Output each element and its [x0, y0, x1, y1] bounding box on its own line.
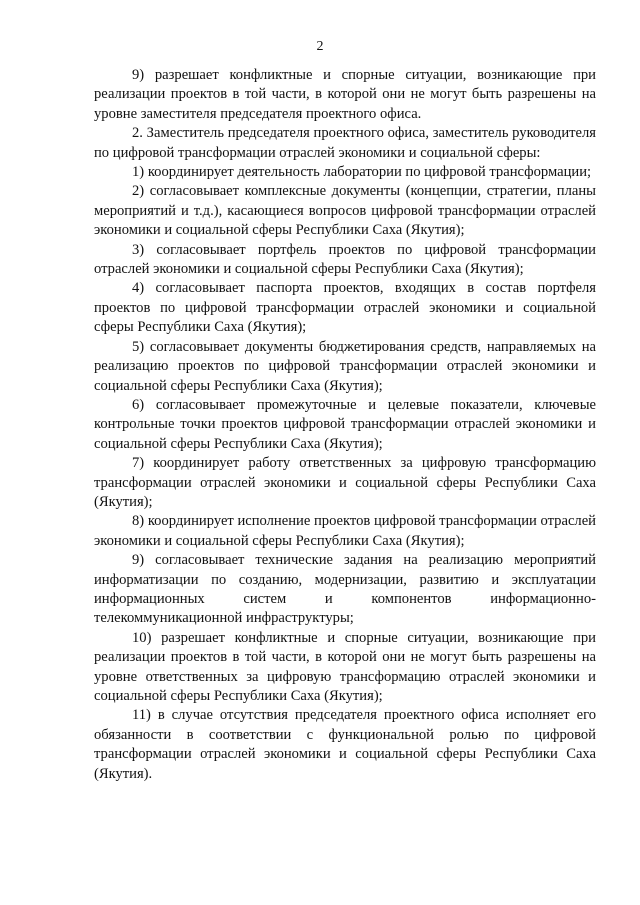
- paragraph-text: разрешает конфликтные и спорные ситуации, возникающие при реализации проектов в той части, в которой они не могут быть разрешены на уровне ответственных за цифровую трансформацию отраслей экономики и социальной сферы Республики Саха (Якутия);: [94, 629, 596, 704]
- paragraph-item-11: [94, 706, 596, 784]
- paragraph-text: согласовывает технические задания на реализацию мероприятий информатизации по созданию, модернизации, развитию и эксплуатации информационных систем и компонентов информационно-телекоммуникационной инфраструктуры;: [94, 552, 596, 627]
- paragraph-item-4: [94, 279, 596, 337]
- paragraph-text: согласовывает документы бюджетирования средств, направляемых на реализацию проектов по цифровой трансформации отраслей экономики и социальной сферы Республики Саха (Якутия);: [94, 338, 596, 394]
- paragraph-item-10: [94, 629, 596, 707]
- paragraph-section-2: [94, 124, 596, 163]
- paragraph-item-9-prev: [94, 66, 596, 124]
- paragraph-number: 5): [132, 338, 145, 355]
- paragraph-number: 9): [132, 67, 145, 83]
- paragraph-number: 4): [132, 280, 145, 297]
- paragraph-number: 9): [132, 552, 145, 569]
- paragraph-number: 1): [132, 164, 145, 181]
- paragraph-number: 10): [132, 629, 152, 646]
- paragraph-item-9: [94, 551, 596, 629]
- paragraph-number: 6): [132, 396, 145, 413]
- paragraph-text: согласовывает комплексные документы (концепции, стратегии, планы мероприятий и т.д.), касающиеся вопросов цифровой трансформации отраслей экономики и социальной сферы Республики Саха (Якутия);: [94, 183, 596, 239]
- page-number: 2: [316, 39, 324, 54]
- paragraph-number: 2): [132, 183, 145, 200]
- paragraph-item-2: [94, 182, 596, 240]
- paragraph-number: 2.: [132, 125, 143, 142]
- paragraph-text: в случае отсутствия председателя проектного офиса исполняет его обязанности в соответствии с функциональной ролью по цифровой трансформации отраслей экономики и социальной сферы Республики Саха (Якутия).: [94, 707, 596, 782]
- paragraph-text: согласовывает портфель проектов по цифровой трансформации отраслей экономики и социальной сферы Республики Саха (Якутия);: [94, 241, 596, 278]
- paragraph-item-7: [94, 454, 596, 512]
- paragraph-text: разрешает конфликтные и спорные ситуации, возникающие при реализации проектов в той части, в которой они не могут быть разрешены на уровне заместителя председателя проектного офиса.: [94, 67, 596, 122]
- paragraph-text: согласовывает промежуточные и целевые показатели, ключевые контрольные точки проектов цифровой трансформации отраслей экономики и социальной сферы Республики Саха (Якутия);: [94, 396, 596, 452]
- paragraph-item-8: [94, 512, 596, 551]
- paragraph-text: Заместитель председателя проектного офиса, заместитель руководителя по цифровой трансформации отраслей экономики и социальной сферы:: [94, 125, 596, 161]
- paragraph-text: координирует работу ответственных за цифровую трансформацию трансформации отраслей экономики и социальной сферы Республики Саха (Якутия);: [94, 455, 596, 510]
- paragraph-item-5: [94, 338, 596, 396]
- paragraph-text: координирует деятельность лаборатории по цифровой трансформации;: [144, 164, 592, 181]
- paragraph-text: согласовывает паспорта проектов, входящих в состав портфеля проектов по цифровой трансформации отраслей экономики и социальной сферы Республики Саха (Якутия);: [94, 280, 596, 336]
- paragraph-item-6: [94, 396, 596, 454]
- paragraph-number: 8): [132, 513, 145, 530]
- document-body: [94, 66, 596, 784]
- paragraph-number: 7): [132, 455, 145, 472]
- paragraph-number: 3): [132, 241, 145, 258]
- paragraph-number: 11): [132, 707, 151, 724]
- paragraph-item-3: [94, 241, 596, 280]
- paragraph-item-1: [94, 163, 596, 182]
- paragraph-text: координирует исполнение проектов цифровой трансформации отраслей экономики и социальной сферы Республики Саха (Якутия);: [94, 513, 596, 549]
